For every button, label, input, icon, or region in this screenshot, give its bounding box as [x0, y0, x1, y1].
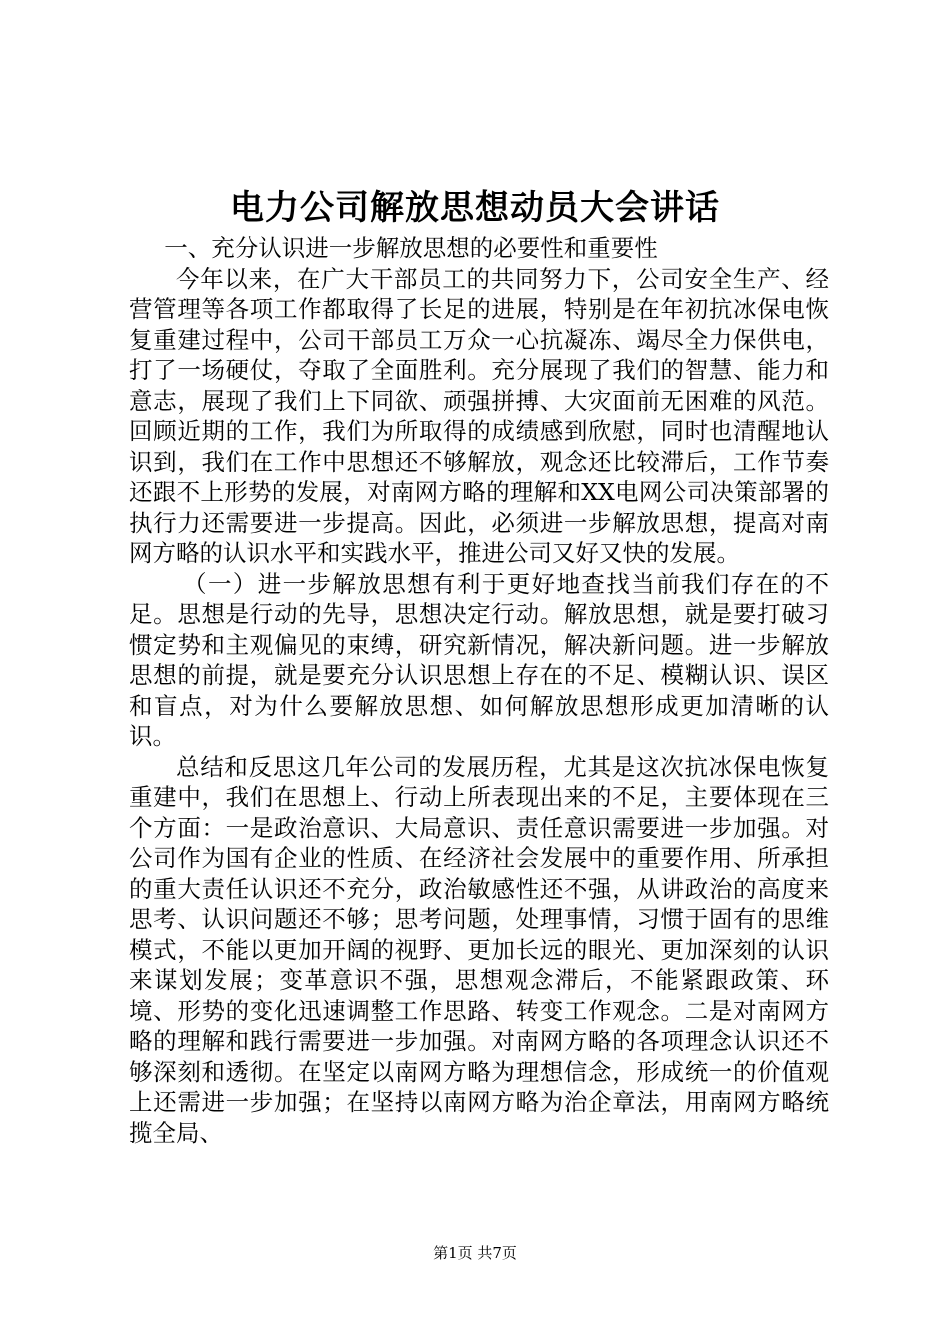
document-title: 电力公司解放思想动员大会讲话: [230, 188, 720, 228]
paragraph: 今年以来，在广大干部员工的共同努力下，公司安全生产、经营管理等各项工作都取得了长足的进展，特别是在年初抗冰保电恢复重建过程中，公司干部员工万众一心抗凝冻、竭尽全力保供电，打了一场硬仗，夺取了全面胜利。充分展现了我们的智慧、能力和意志，展现了我们上下同欲、顽强拼搏、大灾面前无困难的风范。回顾近期的工作，我们为所取得的成绩感到欣慰，同时也清醒地认识到，我们在工作中思想还不够解放，观念还比较滞后，工作节奏还跟不上形势的发展，对南网方略的理解和XX电网公司决策部署的执行力还需要进一步提高。因此，必须进一步解放思想，提高对南网方略的认识水平和实践水平，推进公司又好又快的发展。: [129, 264, 829, 567]
document-body: [129, 233, 829, 1148]
paragraph: （一）进一步解放思想有利于更好地查找当前我们存在的不足。思想是行动的先导，思想决定行动。解放思想，就是要打破习惯定势和主观偏见的束缚，研究新情况，解决新问题。进一步解放思想的前提，就是要充分认识思想上存在的不足、模糊认识、误区和盲点，对为什么要解放思想、如何解放思想形成更加清晰的认识。: [129, 569, 829, 750]
section-heading: 一、充分认识进一步解放思想的必要性和重要性: [164, 234, 658, 262]
page-footer: 第1页 共7页: [433, 1244, 517, 1262]
paragraph: 总结和反思这几年公司的发展历程，尤其是这次抗冰保电恢复重建中，我们在思想上、行动上所表现出来的不足，主要体现在三个方面：一是政治意识、大局意识、责任意识需要进一步加强。对公司作为国有企业的性质、在经济社会发展中的重要作用、所承担的重大责任认识还不充分，政治敏感性还不强，从讲政治的高度来思考、认识问题还不够；思考问题，处理事情，习惯于固有的思维模式，不能以更加开阔的视野、更加长远的眼光、更加深刻的认识来谋划发展；变革意识不强，思想观念滞后，不能紧跟政策、环境、形势的变化迅速调整工作思路、转变工作观念。二是对南网方略的理解和践行需要进一步加强。对南网方略的各项理念认识还不够深刻和透彻。在坚定以南网方略为理想信念，形成统一的价值观上还需进一步加强；在坚持以南网方略为治企章法，用南网方略统揽全局、: [129, 752, 829, 1147]
